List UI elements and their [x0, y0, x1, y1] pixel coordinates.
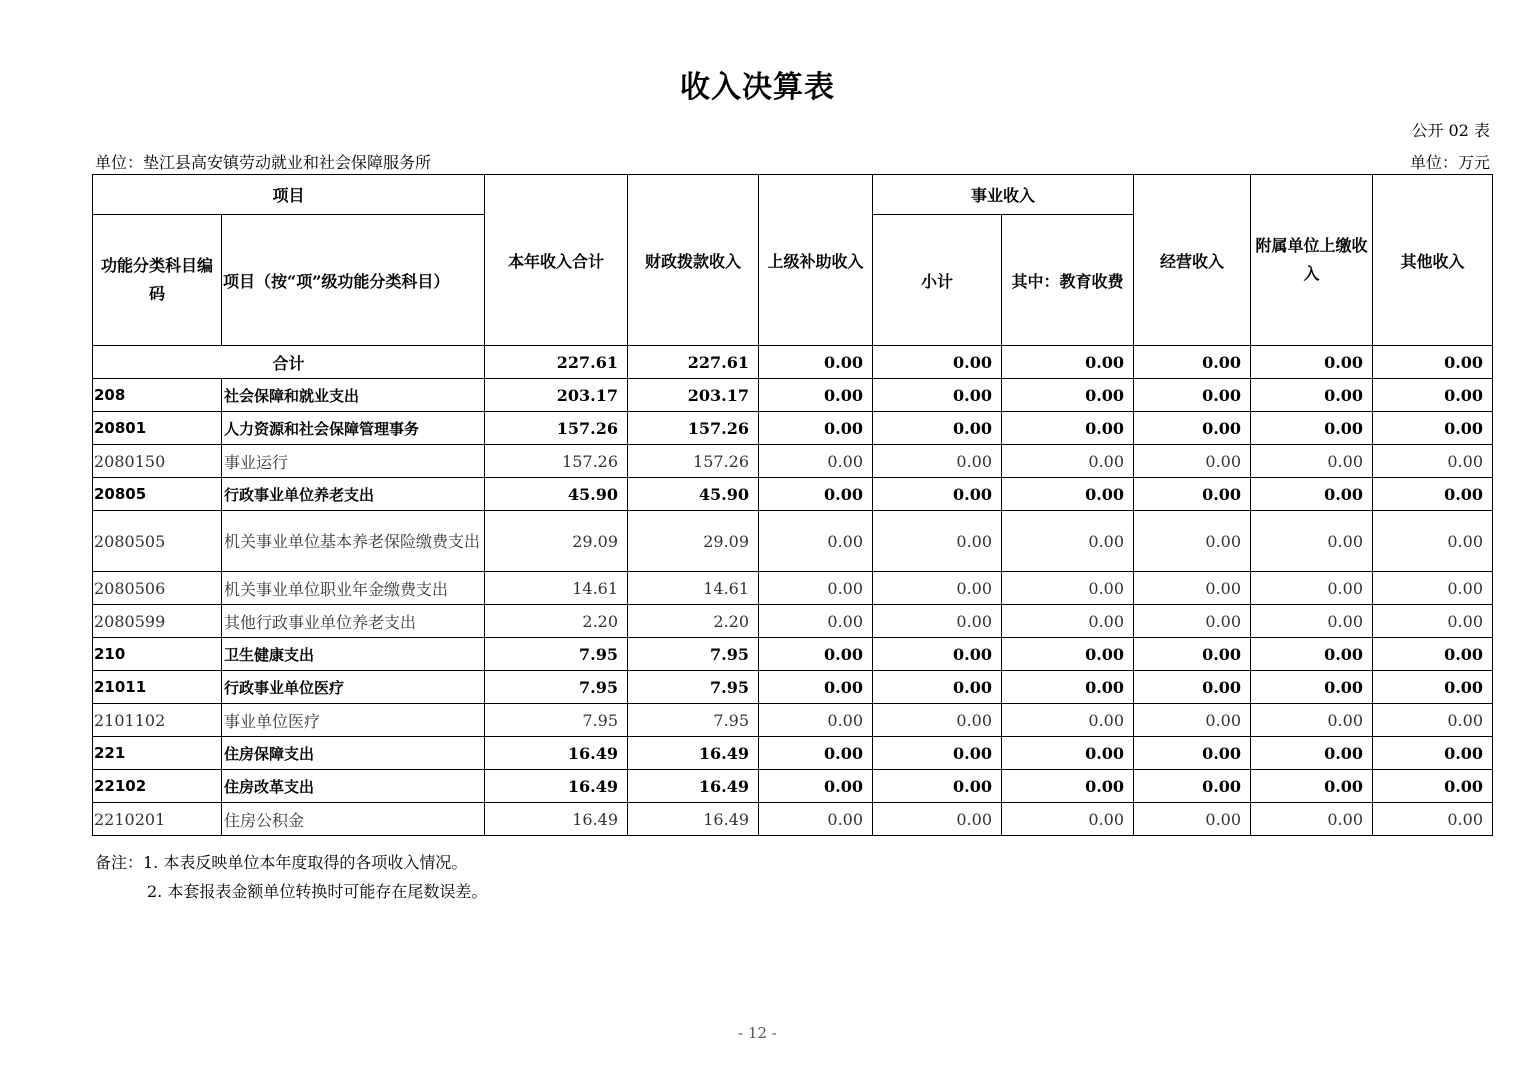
- table-row: [93, 478, 1493, 511]
- row-value: 0.00: [1134, 737, 1251, 770]
- row-value: 0.00: [1134, 671, 1251, 704]
- row-value: 0.00: [759, 478, 873, 511]
- row-value: 0.00: [1002, 704, 1134, 737]
- row-value: 203.17: [628, 379, 759, 412]
- row-value: 29.09: [485, 511, 628, 572]
- row-value: 16.49: [485, 803, 628, 836]
- row-code: 221: [93, 737, 222, 770]
- total-cell: 227.61: [485, 346, 628, 379]
- table-row: [93, 638, 1493, 671]
- row-name: 事业单位医疗: [222, 704, 485, 737]
- row-value: 157.26: [485, 412, 628, 445]
- total-row: [93, 346, 1493, 379]
- header-business: 事业收入: [873, 175, 1134, 215]
- row-value: 0.00: [1373, 638, 1493, 671]
- row-value: 0.00: [1134, 572, 1251, 605]
- table-row: [93, 412, 1493, 445]
- row-value: 157.26: [485, 445, 628, 478]
- row-value: 0.00: [1251, 478, 1373, 511]
- total-cell: 0.00: [1134, 346, 1251, 379]
- header-func-code: 功能分类科目编码: [93, 215, 222, 346]
- total-cell: 0.00: [1251, 346, 1373, 379]
- row-value: 0.00: [759, 704, 873, 737]
- row-value: 7.95: [628, 671, 759, 704]
- row-value: 0.00: [1373, 803, 1493, 836]
- row-value: 2.20: [485, 605, 628, 638]
- row-value: 0.00: [1373, 605, 1493, 638]
- row-value: 0.00: [873, 511, 1002, 572]
- row-code: 20805: [93, 478, 222, 511]
- row-value: 0.00: [1134, 638, 1251, 671]
- row-name: 住房保障支出: [222, 737, 485, 770]
- row-value: 16.49: [628, 803, 759, 836]
- total-label: 合计: [93, 346, 485, 379]
- row-value: 0.00: [873, 737, 1002, 770]
- row-value: 0.00: [1134, 605, 1251, 638]
- row-name: 行政事业单位养老支出: [222, 478, 485, 511]
- row-value: 0.00: [1134, 770, 1251, 803]
- row-name: 人力资源和社会保障管理事务: [222, 412, 485, 445]
- row-value: 0.00: [1134, 704, 1251, 737]
- row-value: 0.00: [759, 671, 873, 704]
- header-project: 项目: [93, 175, 485, 215]
- row-name: 住房改革支出: [222, 770, 485, 803]
- row-name: 社会保障和就业支出: [222, 379, 485, 412]
- row-code: 2101102: [93, 704, 222, 737]
- row-value: 0.00: [1002, 605, 1134, 638]
- reporting-unit: 单位：垫江县高安镇劳动就业和社会保障服务所: [95, 153, 432, 172]
- row-value: 0.00: [873, 572, 1002, 605]
- row-value: 7.95: [628, 638, 759, 671]
- row-value: 0.00: [1373, 737, 1493, 770]
- row-value: 0.00: [873, 412, 1002, 445]
- row-name: 住房公积金: [222, 803, 485, 836]
- row-value: 0.00: [1251, 803, 1373, 836]
- row-value: 0.00: [1002, 511, 1134, 572]
- row-value: 0.00: [759, 445, 873, 478]
- table-row: [93, 737, 1493, 770]
- row-value: 0.00: [1251, 572, 1373, 605]
- row-value: 0.00: [1002, 412, 1134, 445]
- currency-unit: 单位：万元: [1409, 153, 1490, 172]
- row-code: 2080506: [93, 572, 222, 605]
- row-code: 210: [93, 638, 222, 671]
- row-name: 事业运行: [222, 445, 485, 478]
- row-value: 16.49: [485, 737, 628, 770]
- row-value: 0.00: [1251, 704, 1373, 737]
- row-value: 14.61: [628, 572, 759, 605]
- row-value: 157.26: [628, 412, 759, 445]
- header-total-income: 本年收入合计: [485, 175, 628, 346]
- row-value: 0.00: [1251, 412, 1373, 445]
- row-value: 0.00: [1373, 572, 1493, 605]
- row-value: 0.00: [759, 572, 873, 605]
- row-value: 0.00: [1251, 379, 1373, 412]
- row-value: 0.00: [1134, 445, 1251, 478]
- row-code: 22102: [93, 770, 222, 803]
- row-code: 208: [93, 379, 222, 412]
- row-name: 卫生健康支出: [222, 638, 485, 671]
- row-value: 0.00: [759, 511, 873, 572]
- row-value: 0.00: [759, 412, 873, 445]
- table-row: [93, 605, 1493, 638]
- row-value: 0.00: [1373, 671, 1493, 704]
- table-row: [93, 511, 1493, 572]
- row-value: 0.00: [1251, 638, 1373, 671]
- row-value: 0.00: [1134, 412, 1251, 445]
- row-value: 0.00: [759, 770, 873, 803]
- row-value: 0.00: [1002, 445, 1134, 478]
- header-affiliated: 附属单位上缴收入: [1251, 175, 1373, 346]
- row-value: 0.00: [759, 605, 873, 638]
- header-other: 其他收入: [1373, 175, 1493, 346]
- row-value: 0.00: [1373, 379, 1493, 412]
- row-code: 21011: [93, 671, 222, 704]
- row-value: 0.00: [1251, 737, 1373, 770]
- total-cell: 0.00: [873, 346, 1002, 379]
- table-row: [93, 572, 1493, 605]
- row-value: 0.00: [1251, 445, 1373, 478]
- row-value: 0.00: [1002, 671, 1134, 704]
- header-education: 其中：教育收费: [1002, 215, 1134, 346]
- row-value: 0.00: [873, 605, 1002, 638]
- table-row: [93, 770, 1493, 803]
- form-number: 公开 02 表: [1411, 121, 1490, 140]
- row-value: 0.00: [1002, 638, 1134, 671]
- row-value: 0.00: [1373, 412, 1493, 445]
- header-fiscal: 财政拨款收入: [628, 175, 759, 346]
- row-value: 0.00: [759, 638, 873, 671]
- total-cell: 0.00: [759, 346, 873, 379]
- total-cell: 0.00: [1373, 346, 1493, 379]
- row-value: 7.95: [485, 671, 628, 704]
- row-code: 2080505: [93, 511, 222, 572]
- row-value: 0.00: [1134, 379, 1251, 412]
- row-value: 0.00: [759, 803, 873, 836]
- row-value: 14.61: [485, 572, 628, 605]
- row-value: 0.00: [1134, 478, 1251, 511]
- row-value: 0.00: [759, 379, 873, 412]
- row-value: 0.00: [873, 803, 1002, 836]
- header-subtotal: 小计: [873, 215, 1002, 346]
- row-value: 0.00: [873, 478, 1002, 511]
- row-value: 0.00: [873, 445, 1002, 478]
- notes: [95, 848, 487, 906]
- total-cell: 0.00: [1002, 346, 1134, 379]
- row-value: 29.09: [628, 511, 759, 572]
- row-value: 0.00: [1002, 572, 1134, 605]
- row-value: 0.00: [873, 379, 1002, 412]
- row-value: 7.95: [485, 704, 628, 737]
- row-value: 0.00: [1251, 671, 1373, 704]
- row-value: 0.00: [1002, 770, 1134, 803]
- row-code: 2080150: [93, 445, 222, 478]
- header-superior: 上级补助收入: [759, 175, 873, 346]
- row-value: 0.00: [1373, 704, 1493, 737]
- header-func-name: 项目（按“项”级功能分类科目）: [222, 215, 485, 346]
- row-value: 0.00: [873, 704, 1002, 737]
- row-value: 16.49: [628, 737, 759, 770]
- row-value: 0.00: [1373, 445, 1493, 478]
- table-row: [93, 379, 1493, 412]
- page-number: - 12 -: [738, 1024, 777, 1042]
- table-row: [93, 803, 1493, 836]
- page-title: 收入决算表: [680, 70, 835, 105]
- row-code: 20801: [93, 412, 222, 445]
- row-value: 0.00: [873, 638, 1002, 671]
- row-value: 16.49: [485, 770, 628, 803]
- row-value: 203.17: [485, 379, 628, 412]
- row-value: 0.00: [873, 671, 1002, 704]
- row-value: 0.00: [873, 770, 1002, 803]
- row-value: 7.95: [485, 638, 628, 671]
- row-value: 45.90: [485, 478, 628, 511]
- income-table: [92, 174, 1493, 836]
- row-name: 其他行政事业单位养老支出: [222, 605, 485, 638]
- row-value: 0.00: [1373, 478, 1493, 511]
- row-value: 0.00: [1002, 379, 1134, 412]
- note-line-1: 备注：1. 本表反映单位本年度取得的各项收入情况。: [95, 853, 468, 872]
- table-row: [93, 704, 1493, 737]
- row-value: 0.00: [1002, 478, 1134, 511]
- row-name: 机关事业单位基本养老保险缴费支出: [222, 511, 485, 572]
- header-operation: 经营收入: [1134, 175, 1251, 346]
- row-code: 2210201: [93, 803, 222, 836]
- row-value: 0.00: [1251, 770, 1373, 803]
- row-value: 45.90: [628, 478, 759, 511]
- row-value: 0.00: [1251, 605, 1373, 638]
- row-value: 7.95: [628, 704, 759, 737]
- row-value: 0.00: [1251, 511, 1373, 572]
- row-value: 0.00: [759, 737, 873, 770]
- row-value: 2.20: [628, 605, 759, 638]
- row-value: 0.00: [1002, 803, 1134, 836]
- row-value: 0.00: [1134, 803, 1251, 836]
- row-value: 0.00: [1134, 511, 1251, 572]
- row-value: 0.00: [1002, 737, 1134, 770]
- note-line-2: 2. 本套报表金额单位转换时可能存在尾数误差。: [147, 882, 488, 901]
- total-cell: 227.61: [628, 346, 759, 379]
- row-value: 0.00: [1373, 770, 1493, 803]
- row-name: 行政事业单位医疗: [222, 671, 485, 704]
- row-value: 16.49: [628, 770, 759, 803]
- row-value: 157.26: [628, 445, 759, 478]
- row-name: 机关事业单位职业年金缴费支出: [222, 572, 485, 605]
- row-code: 2080599: [93, 605, 222, 638]
- table-row: [93, 671, 1493, 704]
- table-row: [93, 445, 1493, 478]
- row-value: 0.00: [1373, 511, 1493, 572]
